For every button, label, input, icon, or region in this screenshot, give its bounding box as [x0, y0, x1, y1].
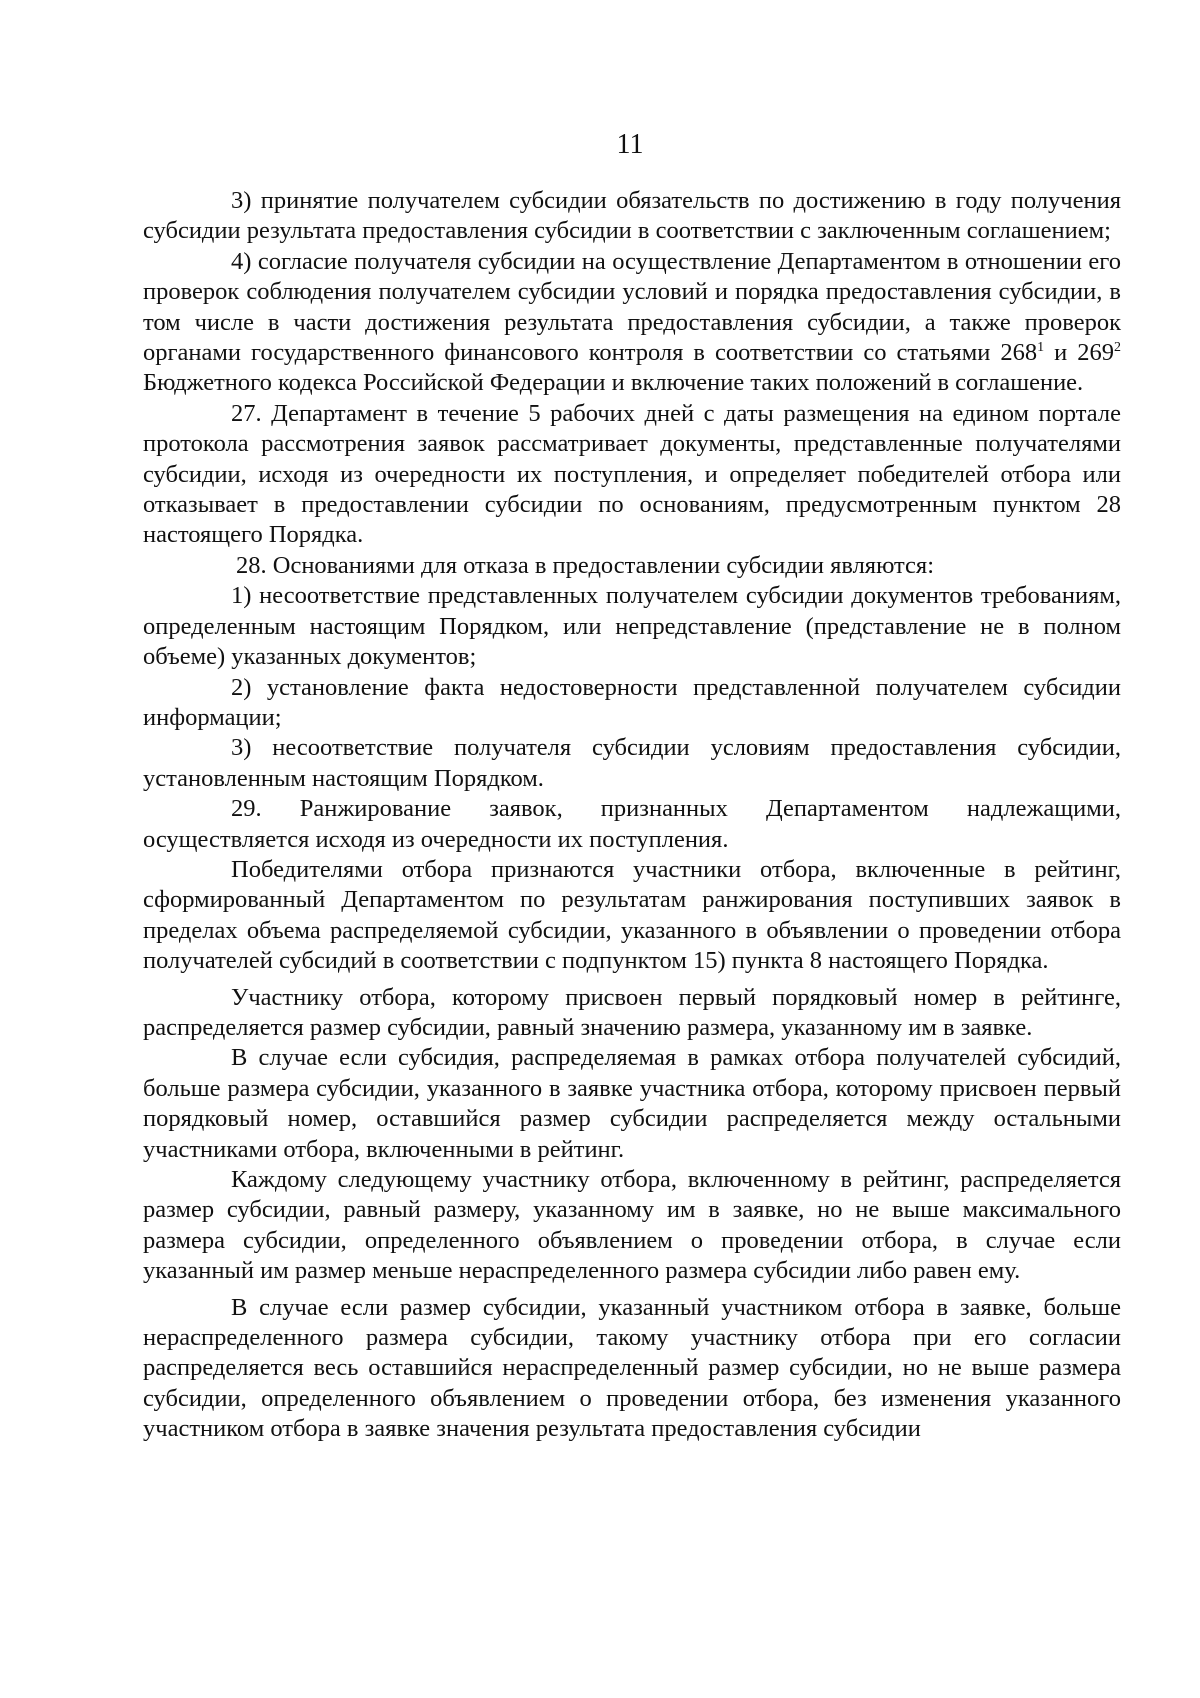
paragraph-remaining-subsidy: В случае если субсидия, распределяемая в рамках отбора получателей субсидий, больше размера субсидии, указанного в заявке участника отбора, которому присвоен первый порядковый номер, оставшийся размер субсидии распределяется между остальными участниками отбора, включенными в рейтинг. [143, 1044, 1121, 1163]
paragraph-undistributed-subsidy: В случае если размер субсидии, указанный участником отбора в заявке, больше нераспределенного размера субсидии, такому участнику отбора при его согласии распределяется весь оставшийся нераспределенный размер субсидии, но не выше размера субсидии, определенного объявлением о проведении отбора, без изменения указанного участником отбора в заявке значения результата предоставления субсидии [143, 1293, 1121, 1443]
paragraph-28-item-3: 3) несоответствие получателя субсидии условиям предоставления субсидии, установленным настоящим Порядком. [143, 734, 1121, 792]
superscript-2: 2 [1114, 339, 1121, 355]
paragraph-28-item-1: 1) несоответствие представленных получателем субсидии документов требованиям, определенным настоящим Порядком, или непредставление (представление не в полном объеме) указанных документов; [143, 582, 1121, 671]
paragraph-each-next-participant: Каждому следующему участнику отбора, включенному в рейтинг, распределяется размер субсидии, равный размеру, указанному им в заявке, но не выше максимального размера субсидии, определенного объявлением о проведении отбора, в случае если указанный им размер меньше нераспределенного размера субсидии либо равен ему. [143, 1166, 1121, 1285]
paragraph-winners: Победителями отбора признаются участники отбора, включенные в рейтинг, сформированный Департаментом по результатам ранжирования поступивших заявок в пределах объема распределяемой субсидии, указанного в объявлении о проведении отбора получателей субсидий в соответствии с подпунктом 15) пункта 8 настоящего Порядка. [143, 855, 1121, 975]
paragraph-item-4 [143, 247, 1121, 399]
paragraph-item-3: 3) принятие получателем субсидии обязательств по достижению в году получения субсидии результата предоставления субсидии в соответствии с заключенным соглашением; [143, 187, 1121, 245]
paragraph-27: 27. Департамент в течение 5 рабочих дней с даты размещения на едином портале протокола рассмотрения заявок рассматривает документы, представленные получателями субсидии, исходя из очередности их поступления, и определяет победителей отбора или отказывает в предоставлении субсидии по основаниям, предусмотренным пунктом 28 настоящего Порядка. [143, 399, 1121, 549]
paragraph-item-4-text-middle: и 269 [1044, 339, 1114, 367]
paragraph-item-4-text-start: 4) согласие получателя субсидии на осуществление Департаментом в отношении его проверок соблюдения получателем субсидии условий и порядка предоставления субсидии, в том числе в части достижения результата предоставления субсидии, а также проверок органами государственного финансового контроля в соответствии со статьями 268 [143, 247, 1121, 367]
paragraph-28: 28. Основаниями для отказа в предоставлении субсидии являются: [236, 551, 935, 579]
paragraph-item-4-text-end: Бюджетного кодекса Российской Федерации и включение таких положений в соглашение. [143, 369, 1084, 397]
paragraph-29: 29. Ранжирование заявок, признанных Департаментом надлежащими, осуществляется исходя из очередности их поступления. [143, 795, 1121, 853]
paragraph-28-item-2: 2) установление факта недостоверности представленной получателем субсидии информации; [143, 673, 1121, 731]
page-number: 11 [616, 129, 644, 160]
paragraph-first-participant: Участнику отбора, которому присвоен первый порядковый номер в рейтинге, распределяется размер субсидии, равный значению размера, указанному им в заявке. [143, 983, 1121, 1041]
document-body [143, 186, 1121, 1445]
superscript-1: 1 [1037, 339, 1045, 355]
